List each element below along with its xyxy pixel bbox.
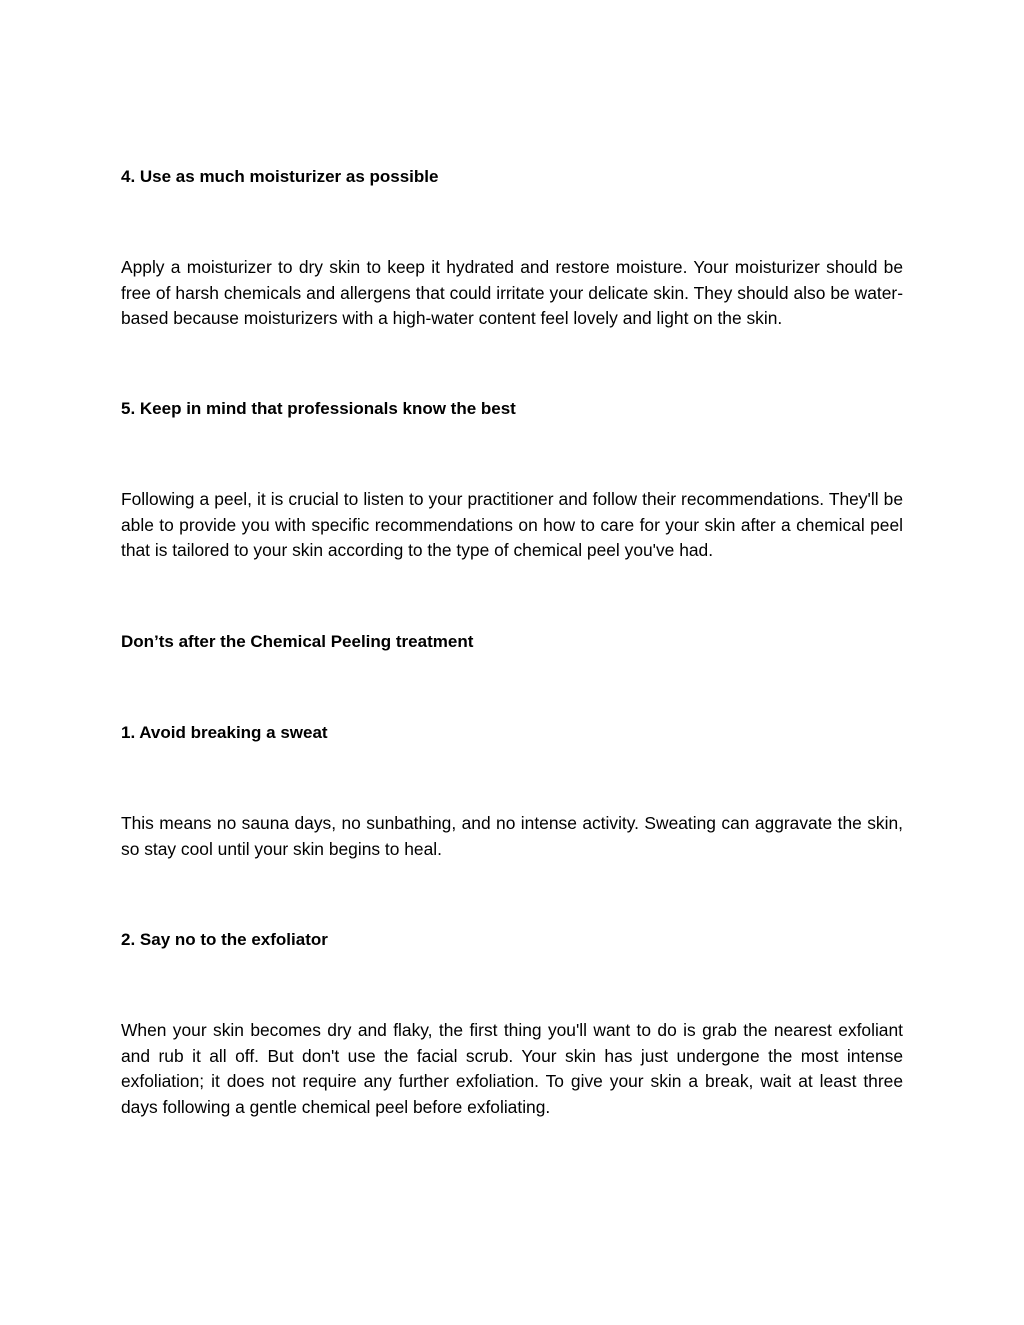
section-heading-professionals: 5. Keep in mind that professionals know the best bbox=[121, 399, 516, 418]
paragraph-moisturizer: Apply a moisturizer to dry skin to keep it hydrated and restore moisture. Your moisturizer should be free of harsh chemicals and allergens that could irritate your delicate skin. They should also be water-based because moisturizers with a high-water content feel lovely and light on the skin. bbox=[121, 257, 903, 328]
section-heading-moisturizer: 4. Use as much moisturizer as possible bbox=[121, 167, 439, 186]
section-heading-sweat: 1. Avoid breaking a sweat bbox=[121, 723, 328, 742]
section-heading-exfoliator: 2. Say no to the exfoliator bbox=[121, 930, 328, 949]
paragraph-professionals: Following a peel, it is crucial to listen to your practitioner and follow their recommendations. They'll be able to provide you with specific recommendations on how to care for your skin after a chemical peel that is tailored to your skin according to the type of chemical peel you've had. bbox=[121, 489, 903, 560]
paragraph-sweat: This means no sauna days, no sunbathing, and no intense activity. Sweating can aggravate the skin, so stay cool until your skin begins to heal. bbox=[121, 813, 903, 859]
section-heading-donts: Don’ts after the Chemical Peeling treatment bbox=[121, 632, 474, 651]
paragraph-exfoliator: When your skin becomes dry and flaky, the first thing you'll want to do is grab the nearest exfoliant and rub it all off. But don't use the facial scrub. Your skin has just undergone the most intense exfoliation; it does not require any further exfoliation. To give your skin a break, wait at least three days following a gentle chemical peel before exfoliating. bbox=[121, 1020, 903, 1117]
